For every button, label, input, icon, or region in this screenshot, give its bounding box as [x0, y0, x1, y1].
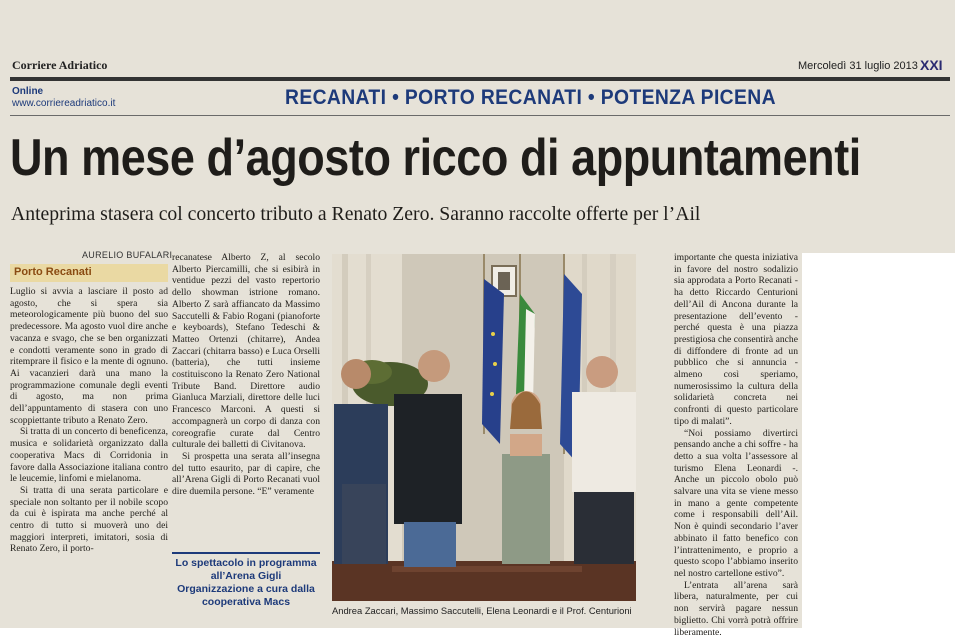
subheadline: Anteprima stasera col concerto tributo a Renato Zero. Saranno raccolte offerte per l’Ail	[11, 203, 701, 225]
masthead-rule	[10, 77, 950, 81]
photo-caption: Andrea Zaccari, Massimo Saccutelli, Elena Leonardi e il Prof. Centurioni	[332, 605, 632, 616]
page-number: XXI	[920, 57, 943, 73]
paragraph: “Noi possiamo divertirci pensando anche a chi soffre - ha detto a sua volta l’assessore al turismo Elena Leonardi -. Anche un piccolo obolo può salvare una vita se viene messo in mano a gente competente come i responsabili dell’Ail. Non è quindi secondario l’aver abbinato il fatto benefico con l’intrattenimento, e proprio a questo scopo l’abbiamo inserito nel nostro cartellone estivo”.	[674, 427, 798, 579]
paragraph: Si tratta di una serata particolare e speciale non soltanto per il nobile scopo da cui è ispirata ma anche perché al centro di tutto si muoverà uno dei maggiori interpreti, imitatori, sosia di Renato Zero, il porto-	[10, 484, 168, 555]
article-column-3	[674, 252, 798, 638]
paragraph: L’entrata all’arena sarà libera, naturalmente, per cui non servirà pagare nessun biglietto. Chi vorrà potrà offrire liberamente.	[674, 579, 798, 638]
headline: Un mese d’agosto ricco di appuntamenti	[10, 129, 861, 187]
paragraph: Si prospetta una serata all’insegna del tutto esaurito, par di capire, che all’Arena Gigli di Porto Recanati vuol dire duemila persone. “E” veramente	[172, 450, 320, 498]
bleed-through-text	[600, 28, 800, 58]
issue-date: Mercoledì 31 luglio 2013	[798, 60, 918, 72]
article-column-2	[172, 252, 320, 552]
photo-illustration	[332, 254, 636, 601]
place-tag-label: Porto Recanati	[14, 266, 92, 278]
blank-area	[802, 253, 955, 628]
section-rule	[10, 115, 950, 116]
article-column-1	[10, 286, 168, 626]
section-header: RECANATI • PORTO RECANATI • POTENZA PICENA	[285, 86, 776, 109]
online-url: www.corriereadriatico.it	[12, 98, 116, 109]
paragraph: recanatese Alberto Z, al secolo Alberto Piercamilli, che si esibirà in ventidue pezzi del vasto repertorio dello showman istrione romano. Alberto Z sarà affiancato da Massimo Saccutelli & Fabio Rogani (pianoforte e keyboards), Stefano Tedeschi & Matteo Ortenzi (chitarre), Andea Zaccari (chitarra basso) e Luca Orselli (batteria), che tutti insieme costituiscono la Renato Zero National Tribute Band. Direttore audio Gianluca Marziali, direttore delle luci Francesco Marconi. A questi si accompagnerà un corpo di danza con coreografie curate dal Centro culturale dei balletti di Civitanova.	[172, 252, 320, 451]
pullquote-rule	[172, 552, 320, 554]
paragraph: Luglio si avvia a lasciare il posto ad agosto, che si spera sia meteorologicamente più buono del suo predecessore. Ma agosto vuol dire anche vacanza e svago, che se ben organizzati e condotti veramente sono in grado di ritemprare il fisico e la mente di ognuno. Ai vacanzieri darà una mano la programmazione comunale degli eventi di agosto, ma non prima dell’appuntamento di stasera con uno scoppiettante tributo a Renato Zero.	[10, 286, 168, 426]
online-label: Online	[12, 86, 44, 97]
byline: AURELIO BUFALARI	[82, 250, 173, 260]
pullquote: Lo spettacolo in programma all’Arena Gigli Organizzazione a cura dalla cooperativa Macs	[175, 557, 317, 608]
paragraph: importante che questa iniziativa in favore del nostro sodalizio sia approdata a Porto Recanati - ha detto Riccardo Centurioni dell’Ail di Ancona durante la presentazione dell’evento - perché questa è una piazza prestigiosa che consentirà anche di diffondere di fronte ad un pubblico che si annuncia - almeno così speriamo, numerosissimo la cultura della solidarietà concreta nei confronti di questo particolare tipo di malati”.	[674, 252, 798, 427]
place-tag	[10, 264, 168, 282]
newspaper-name: Corriere Adriatico	[12, 58, 108, 72]
paragraph: Si tratta di un concerto di beneficenza, musica e solidarietà organizzato dalla cooperativa Macs di Corridonia in favore dalla Associazione italiana contro le leucemie, linfomi e mielanoma.	[10, 426, 168, 485]
article-photo	[332, 254, 636, 601]
